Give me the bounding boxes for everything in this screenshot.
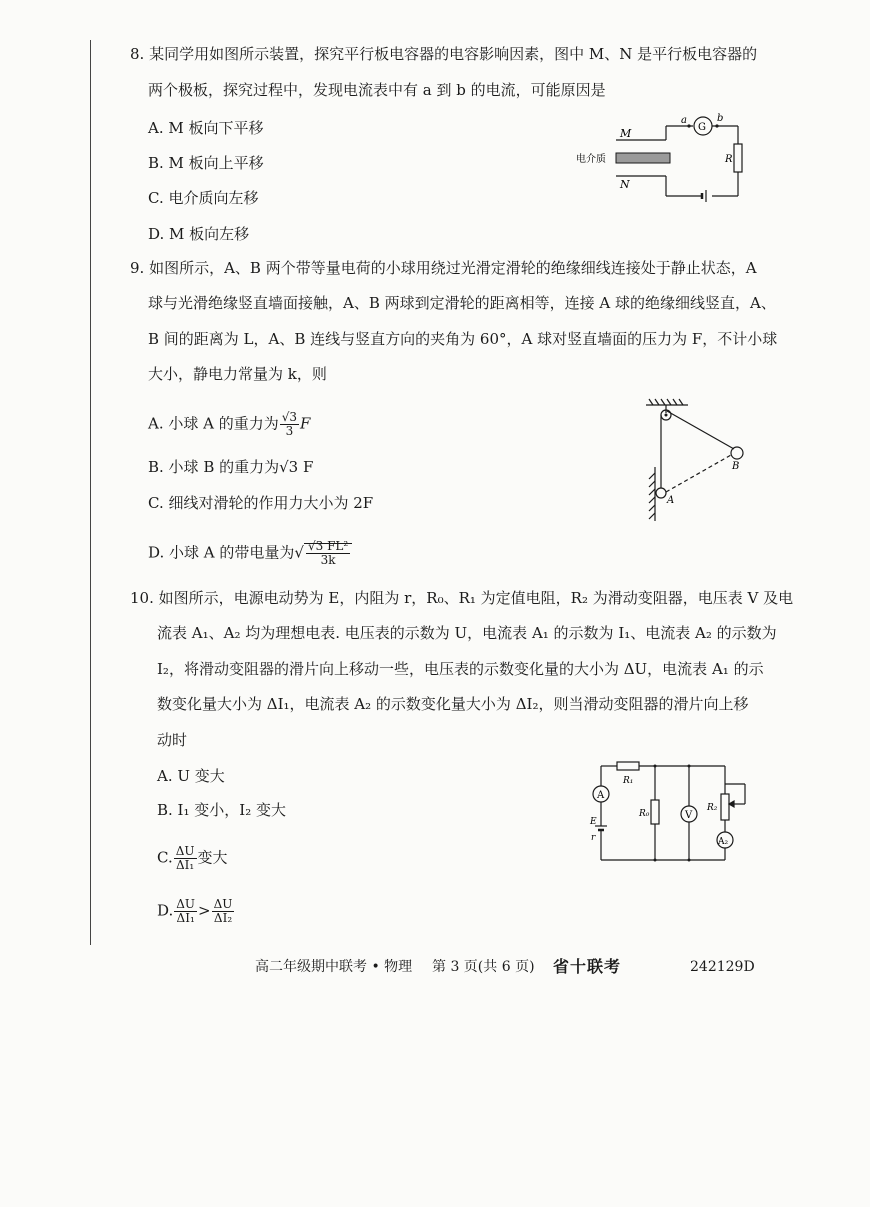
q8-label-a: a <box>681 115 687 126</box>
q8-label-n: N <box>620 178 630 191</box>
footer-page-number: 第 3 页(共 6 页) <box>432 959 535 975</box>
q9-stem-line-1: 9. 如图所示，A、B 两个带等量电荷的小球用绕过光滑定滑轮的绝缘细线连接处于静止状态，A <box>130 259 757 277</box>
q8-stem-line-1: 8. 某同学用如图所示装置，探究平行板电容器的电容影响因素，图中 M、N 是平行板电容器的 <box>130 45 758 63</box>
q10-option-b: B. I₁ 变小，I₂ 变大 <box>157 801 286 819</box>
q9-stem-line-3: B 间的距离为 L，A、B 连线与竖直方向的夹角为 60°，A 球对竖直墙面的压力为 F，不计小球 <box>148 330 778 348</box>
q9-stem-line-4: 大小，静电力常量为 k，则 <box>148 365 327 383</box>
q10-label-a1: A <box>597 790 605 801</box>
q8-stem-line-2: 两个极板，探究过程中，发现电流表中有 a 到 b 的电流，可能原因是 <box>148 81 606 99</box>
q10-label-a2: A₂ <box>718 837 729 847</box>
q10-stem-line-2: 流表 A₁、A₂ 均为理想电表. 电压表的示数为 U，电流表 A₁ 的示数为 I₁、电流表 A₂ 的示数为 <box>157 624 777 642</box>
q8-label-g: G <box>698 122 706 133</box>
q10-option-c: C. $\frac{\Delta U}{\text{ΔI₁}}$ 变大 <box>157 844 228 872</box>
q8-label-r: R <box>725 154 733 165</box>
q8-option-d: D. M 板向左移 <box>148 225 250 243</box>
footer-stamp: 省十联考 <box>553 957 622 976</box>
footer-title: 高二年级期中联考 • 物理 <box>255 959 413 975</box>
q9-option-a: A. 小球 A 的重力为 $\frac{√3}{3}$ F <box>148 410 311 438</box>
margin-rule <box>90 40 91 945</box>
q9-stem-line-2: 球与光滑绝缘竖直墙面接触，A、B 两球到定滑轮的距离相等，连接 A 球的绝缘细线竖直，A、 <box>148 294 776 312</box>
q9-option-d: D. 小球 A 的带电量为√ $\frac{\text{√3 FL²}}{3k}$ <box>148 540 352 567</box>
q10-label-r1: R₁ <box>623 776 634 786</box>
q8-label-b: b <box>717 113 724 124</box>
q10-label-r0: R₀ <box>639 809 650 819</box>
q8-capacitor-circuit-figure <box>570 108 750 208</box>
q10-label-r: r <box>591 833 596 843</box>
q10-circuit-figure <box>585 758 760 868</box>
q9-option-c: C. 细线对滑轮的作用力大小为 2F <box>148 494 374 512</box>
q10-label-e: E <box>590 817 597 827</box>
q10-option-d: D. $\frac{\Delta U}{\text{ΔI₁}}$ > $\frac{\Delta U}{\text{ΔI₂}}$ <box>157 897 233 925</box>
q8-label-m: M <box>620 127 632 140</box>
q10-option-a: A. U 变大 <box>157 767 225 785</box>
q9-pulley-figure <box>640 393 760 528</box>
q8-label-dielectric: 电介质 <box>576 154 606 165</box>
q9-label-b: B <box>732 461 740 472</box>
q10-label-r2: R₂ <box>707 803 718 813</box>
q10-stem-line-1: 10. 如图所示，电源电动势为 E，内阻为 r，R₀、R₁ 为定值电阻，R₂ 为滑动变阻器，电压表 V 及电 <box>130 589 794 607</box>
q10-stem-line-5: 动时 <box>157 731 188 749</box>
q10-label-v: V <box>685 810 693 821</box>
q8-option-a: A. M 板向下平移 <box>148 119 264 137</box>
q8-option-c: C. 电介质向左移 <box>148 189 259 207</box>
q9-option-b: B. 小球 B 的重力为√3 F <box>148 458 314 476</box>
q8-option-b: B. M 板向上平移 <box>148 154 264 172</box>
footer-exam-code: 242129D <box>690 959 755 975</box>
q10-stem-line-3: I₂，将滑动变阻器的滑片向上移动一些，电压表的示数变化量的大小为 ΔU，电流表 A₁ 的示 <box>157 660 764 678</box>
q10-stem-line-4: 数变化量大小为 ΔI₁，电流表 A₂ 的示数变化量大小为 ΔI₂，则当滑动变阻器的滑片向上移 <box>157 695 749 713</box>
q9-label-a: A <box>667 495 675 506</box>
